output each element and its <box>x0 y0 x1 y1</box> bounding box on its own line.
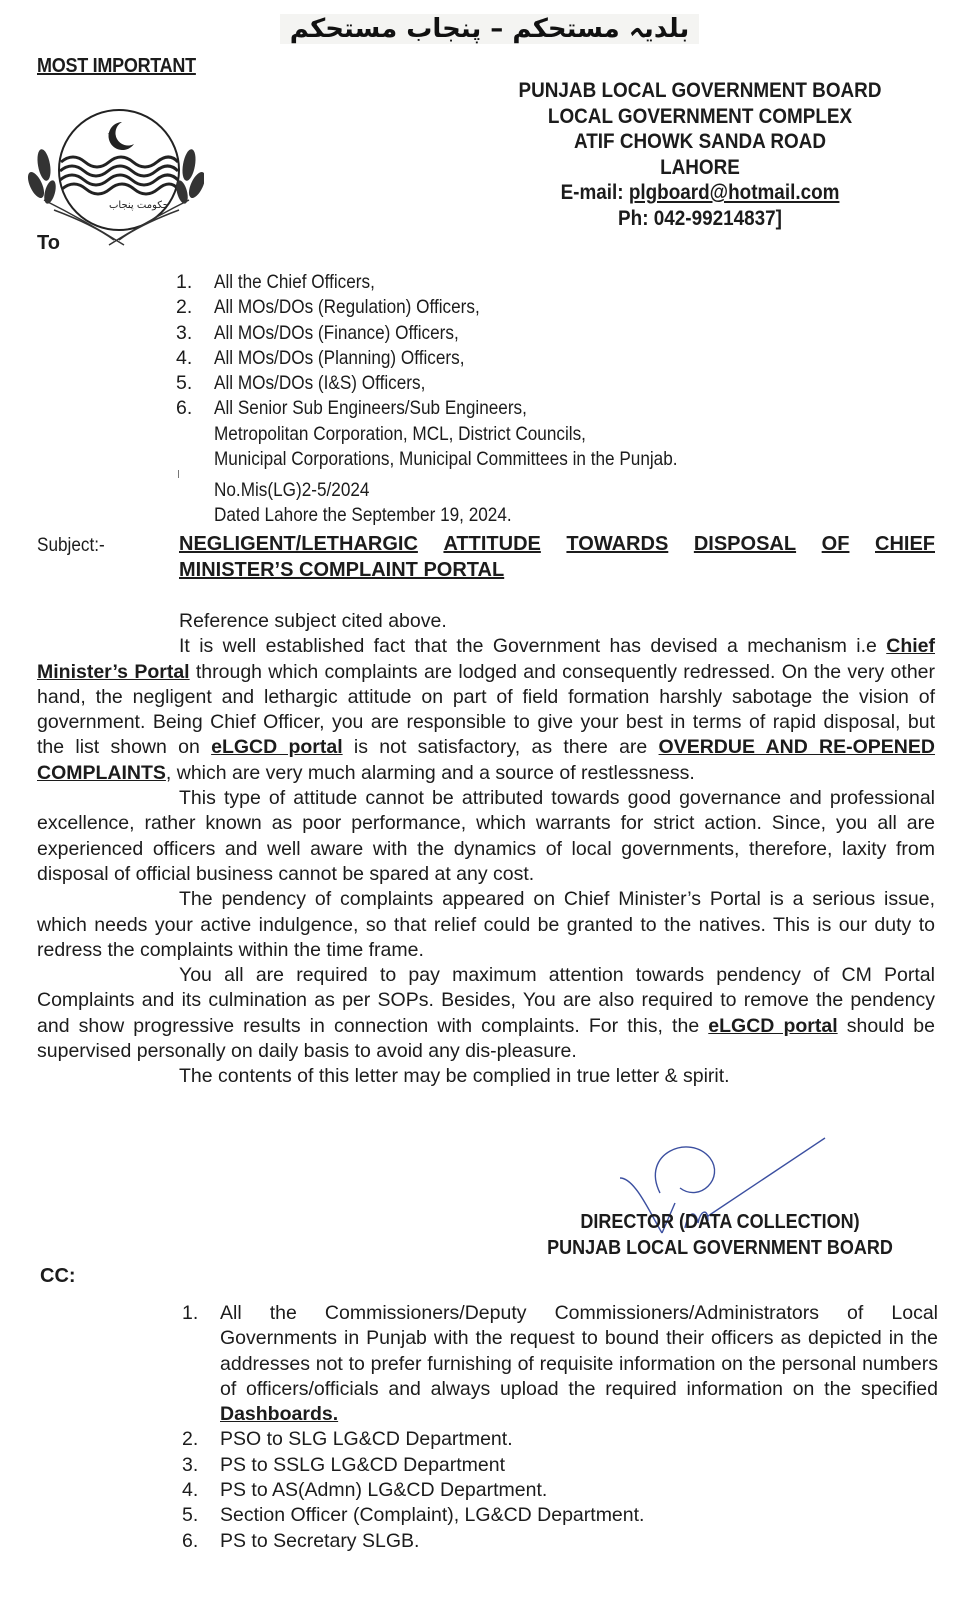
letterhead-address <box>480 78 920 231</box>
signatory-org: PUNJAB LOCAL GOVERNMENT BOARD <box>547 1236 893 1259</box>
list-item: 1. All the Chief Officers, <box>176 271 375 293</box>
paragraph-5: The contents of this letter may be complied in true letter & spirit. <box>179 1065 730 1088</box>
scan-mark <box>178 470 179 478</box>
signatory-title: DIRECTOR (DATA COLLECTION) <box>580 1211 860 1233</box>
list-item: 5. Section Officer (Complaint), LG&CD Department. <box>182 1504 645 1527</box>
list-item: 4. PS to AS(Admn) LG&CD Department. <box>182 1479 548 1502</box>
paragraph-reference: Reference subject cited above. <box>179 610 447 632</box>
cm-portal-emphasis: Chief Minister’s Portal <box>37 635 935 683</box>
list-item: 4. All MOs/DOs (Planning) Officers, <box>176 346 465 369</box>
elgcd-portal-emphasis: eLGCD portal <box>708 1014 838 1037</box>
subject-line-1: NEGLIGENT/LETHARGIC ATTITUDE TOWARDS DISPOSAL OF CHIEF <box>179 533 935 555</box>
cc-label: CC: <box>40 1265 76 1287</box>
list-item: 5. All MOs/DOs (I&S) Officers, <box>176 372 426 395</box>
email-line: E-mail: plgboard@hotmail.com <box>560 181 840 204</box>
org-line: LAHORE <box>660 155 740 179</box>
addressee-list <box>176 270 741 472</box>
svg-text:حکومت پنجاب: حکومت پنجاب <box>109 200 169 211</box>
punjab-government-logo <box>14 100 204 250</box>
list-item: 3. All MOs/DOs (Finance) Officers, <box>176 321 459 344</box>
signatory-block <box>480 1210 960 1261</box>
list-item: 6. All Senior Sub Engineers/Sub Engineers, <box>176 397 527 420</box>
paragraph-3: The pendency of complaints appeared on Chief Minister’s Portal is a serious issue, which needs your active indulgence, so that relief could be granted to the natives. This is our duty to redress the complaints within the time frame. <box>37 888 935 961</box>
letter-body <box>37 609 935 1090</box>
to-label: To <box>37 232 60 254</box>
cc-list <box>182 1301 938 1554</box>
list-item: 2. All MOs/DOs (Regulation) Officers, <box>176 296 480 319</box>
list-item: Municipal Corporations, Municipal Committees in the Punjab. <box>214 448 678 471</box>
list-item: 6. PS to Secretary SLGB. <box>182 1529 420 1552</box>
punjab-emblem-icon <box>14 100 204 250</box>
list-item: 3. PS to SSLG LG&CD Department <box>182 1453 506 1476</box>
paragraph-1: It is well established fact that the Government has devised a mechanism i.e Chief Minister’s Portal through which complaints are lodged and consequently redressed. On the very other hand, the negligent and lethargic attitude on part of field formation harshly sabotage the vision of government. Being Chief Officer, you are responsible to give your best in terms of rapid disposal, but the list shown on eLGCD portal is not satisfactory, as there are OVERDUE AND RE-OPENED COMPLAINTS, which are very much alarming and a source of restlessness. <box>37 635 935 784</box>
reference-number: No.Mis(LG)2-5/2024 <box>214 479 370 501</box>
urdu-slogan: بلدیہ مستحکم – پنجاب مستحکم <box>0 14 979 44</box>
org-line: ATIF CHOWK SANDA ROAD <box>574 130 826 153</box>
subject-heading <box>179 532 935 583</box>
subject-line-2: MINISTER’S COMPLAINT PORTAL <box>179 558 505 581</box>
dashboards-emphasis: Dashboards. <box>220 1403 339 1426</box>
org-line: LOCAL GOVERNMENT COMPLEX <box>547 104 853 128</box>
overdue-complaints-emphasis: OVERDUE AND RE-OPENED COMPLAINTS <box>37 736 935 784</box>
svg-text:★: ★ <box>107 130 116 141</box>
subject-label: Subject:- <box>37 534 105 556</box>
org-line: PUNJAB LOCAL GOVERNMENT BOARD <box>518 79 882 102</box>
date-line: Dated Lahore the September 19, 2024. <box>214 504 512 526</box>
elgcd-portal-emphasis: eLGCD portal <box>211 736 343 759</box>
paragraph-4: You all are required to pay maximum attention towards pendency of CM Portal Complaints and its culmination as per SOPs. Besides, You are also required to remove the pendency and show progressive results in connection with complaints. For this, the eLGCD portal should be supervised personally on daily basis to avoid any dis-pleasure. <box>37 964 935 1063</box>
list-item: 2. PSO to SLG LG&CD Department. <box>182 1428 513 1451</box>
paragraph-2: This type of attitude cannot be attributed towards good governance and professional excellence, rather known as poor performance, which warrants for strict action. Since, you all are experienced officers and well aware with the dynamics of local governments, therefore, laxity from disposal of official business cannot be spared at any cost. <box>37 787 935 885</box>
list-item: 1. All the Commissioners/Deputy Commissioners/Administrators of Local Governments in Punjab with the request to bound their officers as depicted in the addresses not to prefer furnishing of requisite information on the personal numbers of officers/officials and always upload the required information on the specified Dashboards. <box>182 1302 938 1426</box>
priority-label: MOST IMPORTANT <box>37 55 196 77</box>
list-item: Metropolitan Corporation, MCL, District Councils, <box>214 422 586 445</box>
phone-line: Ph: 042-99214837] <box>618 206 782 230</box>
email-link[interactable]: plgboard@hotmail.com <box>628 181 840 204</box>
